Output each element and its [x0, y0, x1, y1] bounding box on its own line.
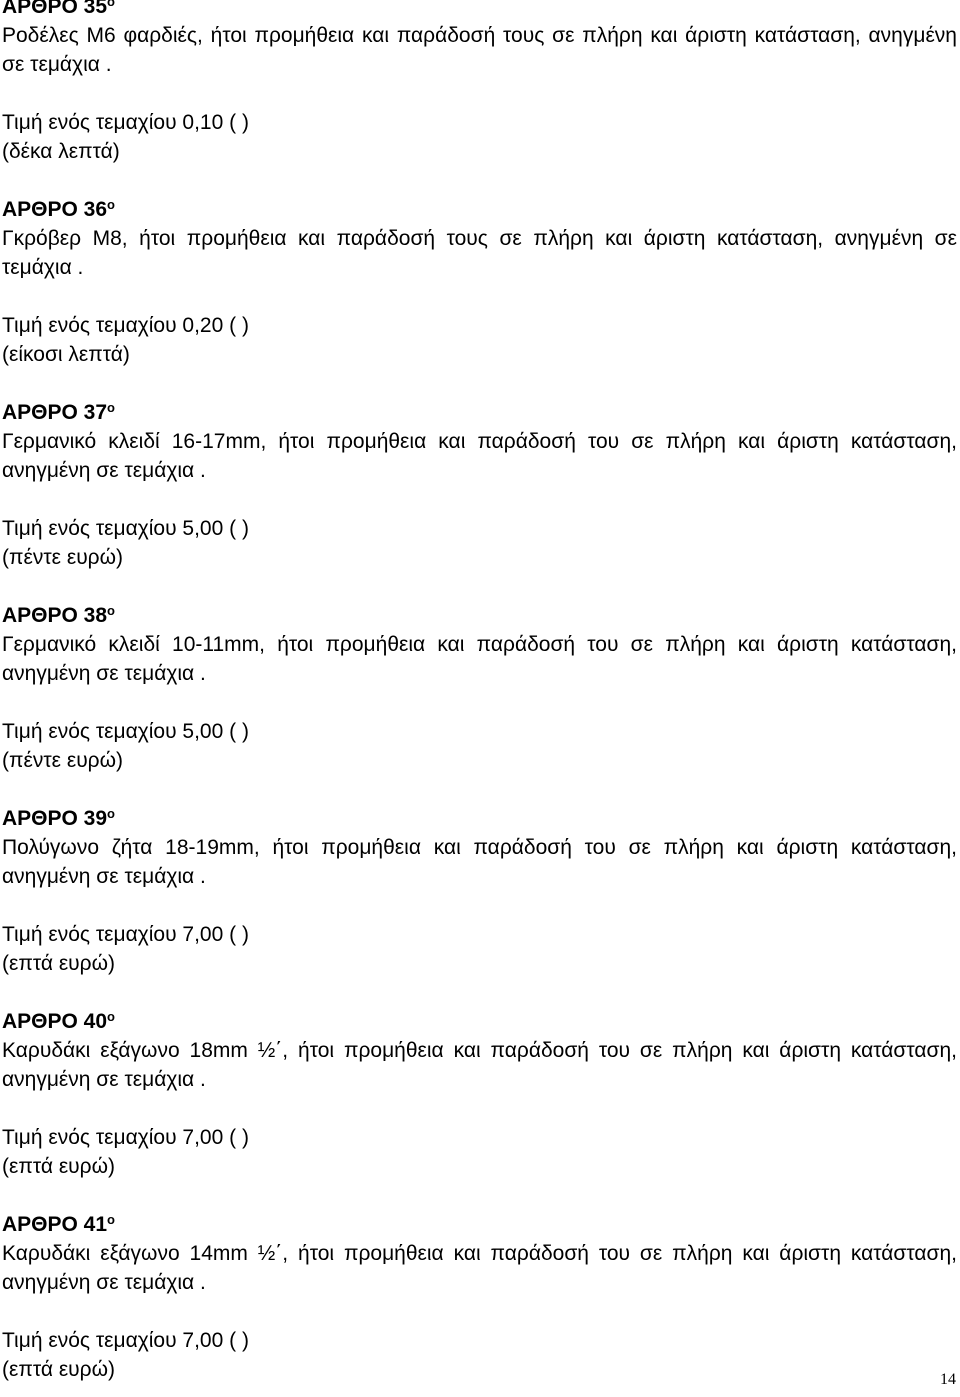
- article-description: Καρυδάκι εξάγωνο 14mm ½΄, ήτοι προμήθεια και παράδοσή του σε πλήρη και άριστη κατάσταση, ανηγμένη σε τεμάχια .: [2, 1242, 957, 1294]
- article-description: Ροδέλες Μ6 φαρδιές, ήτοι προμήθεια και παράδοσή τους σε πλήρη και άριστη κατάσταση, ανηγμένη σε τεμάχια .: [2, 24, 957, 76]
- article-39: [2, 804, 957, 978]
- ordinal-superscript: ο: [107, 197, 115, 212]
- price-in-words: (πέντε ευρώ): [2, 749, 124, 772]
- page-number: 14: [940, 1371, 956, 1388]
- article-40: [2, 1007, 957, 1181]
- article-38: [2, 601, 957, 775]
- article-35: [2, 0, 957, 166]
- article-heading: ΑΡΘΡΟ $35^o$: [2, 0, 957, 21]
- article-heading: ΑΡΘΡΟ $36^o$: [2, 197, 115, 221]
- price-in-words: (είκοσι λεπτά): [2, 343, 130, 366]
- ordinal-superscript: ο: [107, 1212, 115, 1227]
- article-description: Γκρόβερ Μ8, ήτοι προμήθεια και παράδοσή τους σε πλήρη και άριστη κατάσταση, ανηγμένη σε τεμάχια .: [2, 227, 957, 279]
- unit-price: Τιμή ενός τεμαχίου 5,00 ( ): [2, 517, 249, 540]
- unit-price: Τιμή ενός τεμαχίου 5,00 ( ): [2, 720, 249, 743]
- ordinal-superscript: ο: [107, 1009, 115, 1024]
- article-description: Καρυδάκι εξάγωνο 18mm ½΄, ήτοι προμήθεια και παράδοσή του σε πλήρη και άριστη κατάσταση, ανηγμένη σε τεμάχια .: [2, 1039, 957, 1091]
- price-in-words: (δέκα λεπτά): [2, 140, 120, 163]
- article-description: Πολύγωνο ζήτα 18-19mm, ήτοι προμήθεια και παράδοσή του σε πλήρη και άριστη κατάσταση, ανηγμένη σε τεμάχια .: [2, 836, 957, 888]
- ordinal-superscript: ο: [107, 0, 115, 9]
- article-heading: ΑΡΘΡΟ $41^o$: [2, 1212, 115, 1236]
- unit-price: Τιμή ενός τεμαχίου 7,00 ( ): [2, 1329, 249, 1352]
- unit-price: Τιμή ενός τεμαχίου 7,00 ( ): [2, 923, 249, 946]
- price-in-words: (πέντε ευρώ): [2, 546, 124, 569]
- document-page: [2, 0, 957, 1384]
- unit-price: Τιμή ενός τεμαχίου 0,10 ( ): [2, 111, 249, 134]
- ordinal-superscript: ο: [107, 806, 115, 821]
- article-heading: ΑΡΘΡΟ $37^o$: [2, 400, 115, 424]
- price-in-words: (επτά ευρώ): [2, 1358, 115, 1381]
- article-41: [2, 1210, 957, 1384]
- article-heading: ΑΡΘΡΟ $40^o$: [2, 1009, 115, 1033]
- article-description: Γερμανικό κλειδί 10-11mm, ήτοι προμήθεια και παράδοσή του σε πλήρη και άριστη κατάσταση, ανηγμένη σε τεμάχια .: [2, 633, 957, 685]
- article-36: [2, 195, 957, 369]
- article-37: [2, 398, 957, 572]
- ordinal-superscript: ο: [107, 603, 115, 618]
- price-in-words: (επτά ευρώ): [2, 952, 115, 975]
- article-heading: ΑΡΘΡΟ $39^o$: [2, 806, 115, 830]
- unit-price: Τιμή ενός τεμαχίου 0,20 ( ): [2, 314, 249, 337]
- price-in-words: (επτά ευρώ): [2, 1155, 115, 1178]
- unit-price: Τιμή ενός τεμαχίου 7,00 ( ): [2, 1126, 249, 1149]
- article-heading: ΑΡΘΡΟ $38^o$: [2, 603, 115, 627]
- ordinal-superscript: ο: [107, 400, 115, 415]
- article-description: Γερμανικό κλειδί 16-17mm, ήτοι προμήθεια και παράδοσή του σε πλήρη και άριστη κατάσταση, ανηγμένη σε τεμάχια .: [2, 430, 957, 482]
